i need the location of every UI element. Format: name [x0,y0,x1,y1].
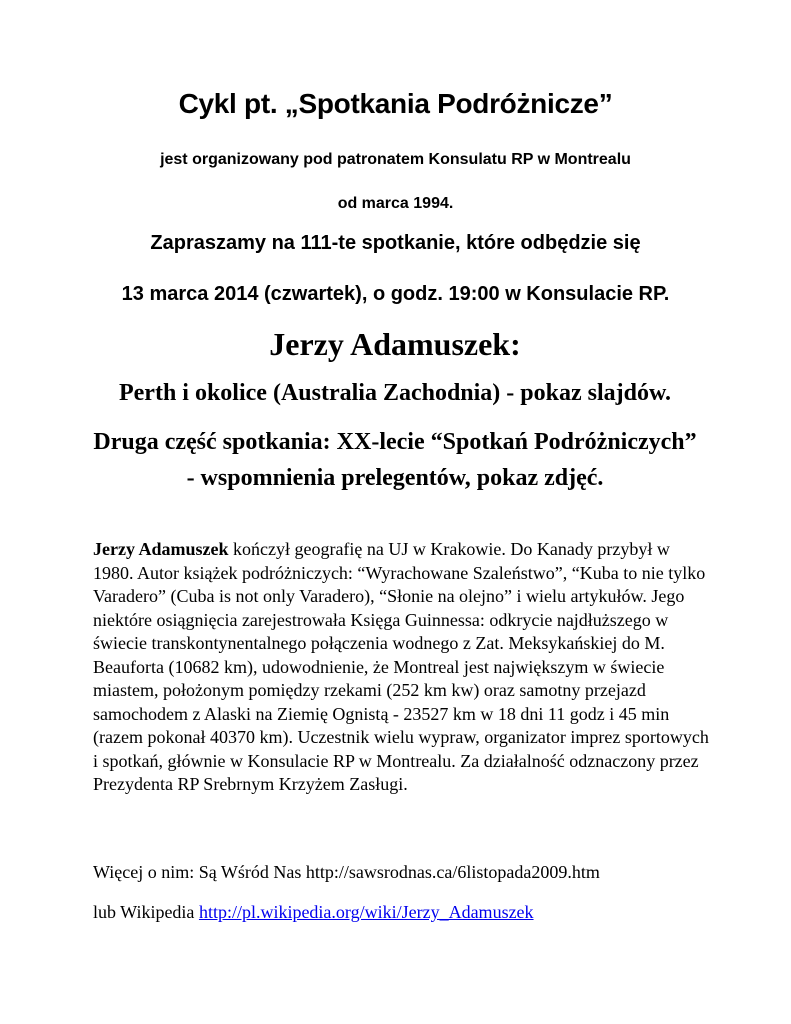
date-location-line: 13 marca 2014 (czwartek), o godz. 19:00 w Konsulacie RP. [121,283,670,305]
topic-one: Perth i okolice (Australia Zachodnia) - pokaz slajdów. [118,380,671,406]
patronage-line: jest organizowany pod patronatem Konsulatu RP w Montrealu [160,151,631,168]
bio-text: kończył geografię na UJ w Krakowie. Do Kanady przybył w 1980. Autor książek podróżniczych: “Wyrachowane Szaleństwo”, “Kuba to nie tylko Varadero” (Cuba is not only Varadero), “Słonie na olejno” i wielu artykułów. Jego niektóre osiągnięcia zarejestrowała Księga Guinnessa: odkrycie najdłuższego w świecie transkontynentalnego połączenia wodnego z Zat. Meksykańskiej do M. Beauforta (10682 km), udowodnienie, że Montreal jest największym w świecie miastem, położonym pomiędzy rzekami (252 km kw) oraz samotny przejazd samochodem z Alaski na Ziemię Ognistą - 23527 km w 18 dni 11 godz i 45 min (razem pokonał 40370 km). Uczestnik wielu wypraw, organizator imprez sportowych i spotkań, głównie w Konsulacie RP w Montrealu. Za działalność odznaczony przez Prezydenta RP Srebrnym Krzyżem Zasługi. [93,539,709,794]
bio-paragraph [93,538,713,797]
wikipedia-line [93,902,534,923]
topic-two: Druga część spotkania: XX-lecie “Spotkań Podróżniczych” - wspomnienia prelegentów, pokaz zdjęć. [93,429,697,491]
more-info-line: Więcej o nim: Są Wśród Nas http://sawsrodnas.ca/6listopada2009.htm [93,862,600,882]
wikipedia-prefix: lub Wikipedia [93,902,199,922]
since-line: od marca 1994. [337,195,454,212]
wikipedia-link[interactable]: http://pl.wikipedia.org/wiki/Jerzy_Adamuszek [198,902,534,922]
invitation-line: Zapraszamy na 111-te spotkanie, które odbędzie się [150,232,641,254]
page-title: Cykl pt. „Spotkania Podróżnicze” [178,88,613,119]
speaker-name: Jerzy Adamuszek: [269,326,521,362]
bio-name: Jerzy Adamuszek [93,539,229,559]
